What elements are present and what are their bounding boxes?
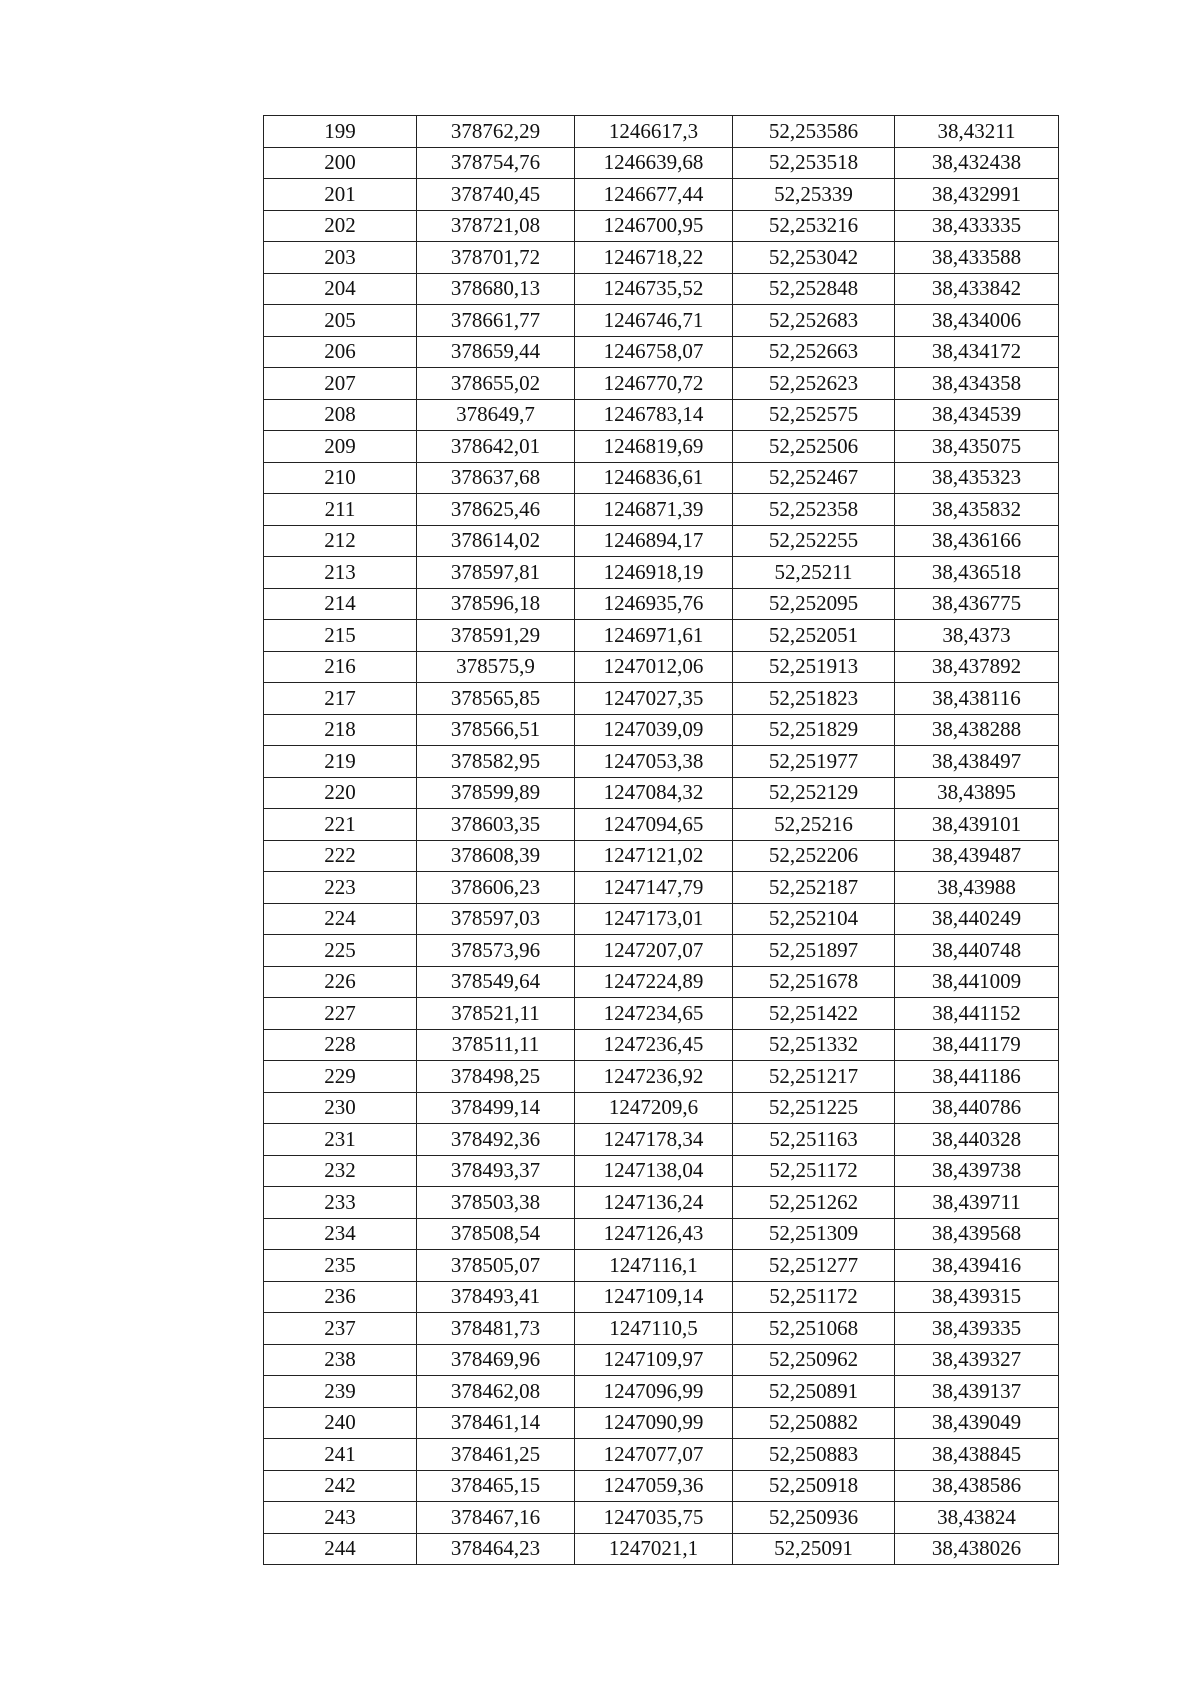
cell-latitude: 52,252575 [733, 399, 895, 431]
cell-latitude: 52,252623 [733, 368, 895, 400]
table-row [264, 1439, 1059, 1471]
cell-coord-y: 1247178,34 [575, 1124, 733, 1156]
cell-longitude: 38,43211 [895, 116, 1059, 148]
cell-longitude: 38,438116 [895, 683, 1059, 715]
cell-point-number: 244 [264, 1533, 417, 1565]
cell-point-number: 203 [264, 242, 417, 274]
cell-coord-y: 1246700,95 [575, 210, 733, 242]
cell-coord-x: 378754,76 [417, 147, 575, 179]
cell-coord-x: 378566,51 [417, 714, 575, 746]
table-row [264, 1281, 1059, 1313]
cell-coord-y: 1246735,52 [575, 273, 733, 305]
table-row [264, 966, 1059, 998]
cell-longitude: 38,440328 [895, 1124, 1059, 1156]
cell-longitude: 38,441152 [895, 998, 1059, 1030]
cell-coord-y: 1247053,38 [575, 746, 733, 778]
cell-longitude: 38,432438 [895, 147, 1059, 179]
cell-coord-x: 378606,23 [417, 872, 575, 904]
cell-point-number: 241 [264, 1439, 417, 1471]
cell-coord-y: 1246770,72 [575, 368, 733, 400]
cell-latitude: 52,252506 [733, 431, 895, 463]
cell-coord-y: 1247035,75 [575, 1502, 733, 1534]
cell-coord-y: 1247234,65 [575, 998, 733, 1030]
cell-point-number: 209 [264, 431, 417, 463]
cell-longitude: 38,436518 [895, 557, 1059, 589]
cell-coord-x: 378599,89 [417, 777, 575, 809]
cell-coord-y: 1246758,07 [575, 336, 733, 368]
cell-coord-x: 378575,9 [417, 651, 575, 683]
cell-latitude: 52,251172 [733, 1155, 895, 1187]
cell-coord-y: 1247084,32 [575, 777, 733, 809]
cell-longitude: 38,441009 [895, 966, 1059, 998]
cell-longitude: 38,439315 [895, 1281, 1059, 1313]
cell-longitude: 38,437892 [895, 651, 1059, 683]
cell-coord-y: 1246718,22 [575, 242, 733, 274]
cell-point-number: 221 [264, 809, 417, 841]
cell-latitude: 52,251277 [733, 1250, 895, 1282]
cell-point-number: 229 [264, 1061, 417, 1093]
cell-latitude: 52,253042 [733, 242, 895, 274]
cell-longitude: 38,43824 [895, 1502, 1059, 1534]
cell-point-number: 225 [264, 935, 417, 967]
cell-point-number: 217 [264, 683, 417, 715]
cell-latitude: 52,250882 [733, 1407, 895, 1439]
cell-latitude: 52,251829 [733, 714, 895, 746]
table-row [264, 336, 1059, 368]
cell-coord-y: 1246918,19 [575, 557, 733, 589]
cell-coord-y: 1246639,68 [575, 147, 733, 179]
cell-coord-x: 378597,03 [417, 903, 575, 935]
table-row [264, 431, 1059, 463]
cell-longitude: 38,438845 [895, 1439, 1059, 1471]
cell-coord-y: 1247236,92 [575, 1061, 733, 1093]
cell-longitude: 38,43895 [895, 777, 1059, 809]
cell-coord-y: 1247173,01 [575, 903, 733, 935]
cell-latitude: 52,252104 [733, 903, 895, 935]
cell-coord-x: 378625,46 [417, 494, 575, 526]
cell-point-number: 224 [264, 903, 417, 935]
cell-point-number: 206 [264, 336, 417, 368]
cell-longitude: 38,435323 [895, 462, 1059, 494]
cell-point-number: 243 [264, 1502, 417, 1534]
cell-longitude: 38,438497 [895, 746, 1059, 778]
table-row [264, 683, 1059, 715]
cell-point-number: 210 [264, 462, 417, 494]
cell-coord-y: 1247126,43 [575, 1218, 733, 1250]
cell-longitude: 38,439416 [895, 1250, 1059, 1282]
cell-coord-y: 1246746,71 [575, 305, 733, 337]
table-row [264, 210, 1059, 242]
cell-coord-x: 378637,68 [417, 462, 575, 494]
cell-point-number: 208 [264, 399, 417, 431]
table-row [264, 872, 1059, 904]
cell-coord-y: 1247021,1 [575, 1533, 733, 1565]
cell-coord-x: 378461,25 [417, 1439, 575, 1471]
cell-longitude: 38,440249 [895, 903, 1059, 935]
cell-coord-x: 378596,18 [417, 588, 575, 620]
cell-latitude: 52,251217 [733, 1061, 895, 1093]
cell-coord-x: 378511,11 [417, 1029, 575, 1061]
table-row [264, 1313, 1059, 1345]
cell-coord-y: 1247110,5 [575, 1313, 733, 1345]
cell-longitude: 38,436775 [895, 588, 1059, 620]
cell-coord-x: 378591,29 [417, 620, 575, 652]
cell-latitude: 52,25091 [733, 1533, 895, 1565]
cell-coord-x: 378499,14 [417, 1092, 575, 1124]
cell-point-number: 200 [264, 147, 417, 179]
cell-longitude: 38,439335 [895, 1313, 1059, 1345]
table-row [264, 1061, 1059, 1093]
cell-point-number: 220 [264, 777, 417, 809]
cell-point-number: 227 [264, 998, 417, 1030]
cell-point-number: 222 [264, 840, 417, 872]
cell-point-number: 214 [264, 588, 417, 620]
cell-latitude: 52,250936 [733, 1502, 895, 1534]
cell-point-number: 242 [264, 1470, 417, 1502]
cell-latitude: 52,252206 [733, 840, 895, 872]
cell-point-number: 212 [264, 525, 417, 557]
table-row [264, 1187, 1059, 1219]
cell-longitude: 38,434358 [895, 368, 1059, 400]
table-row [264, 305, 1059, 337]
table-row [264, 620, 1059, 652]
cell-coord-x: 378493,41 [417, 1281, 575, 1313]
cell-point-number: 231 [264, 1124, 417, 1156]
cell-coord-y: 1246783,14 [575, 399, 733, 431]
cell-coord-y: 1247090,99 [575, 1407, 733, 1439]
cell-point-number: 207 [264, 368, 417, 400]
cell-point-number: 228 [264, 1029, 417, 1061]
table-row [264, 840, 1059, 872]
cell-longitude: 38,435075 [895, 431, 1059, 463]
cell-longitude: 38,435832 [895, 494, 1059, 526]
cell-longitude: 38,436166 [895, 525, 1059, 557]
cell-coord-x: 378469,96 [417, 1344, 575, 1376]
cell-longitude: 38,4373 [895, 620, 1059, 652]
cell-coord-x: 378701,72 [417, 242, 575, 274]
cell-latitude: 52,252683 [733, 305, 895, 337]
table-row [264, 935, 1059, 967]
cell-coord-y: 1247027,35 [575, 683, 733, 715]
cell-latitude: 52,25339 [733, 179, 895, 211]
cell-longitude: 38,433842 [895, 273, 1059, 305]
cell-latitude: 52,252663 [733, 336, 895, 368]
cell-latitude: 52,251897 [733, 935, 895, 967]
cell-coord-y: 1247059,36 [575, 1470, 733, 1502]
table-row [264, 651, 1059, 683]
cell-point-number: 233 [264, 1187, 417, 1219]
cell-latitude: 52,250962 [733, 1344, 895, 1376]
cell-coord-x: 378462,08 [417, 1376, 575, 1408]
cell-latitude: 52,25216 [733, 809, 895, 841]
cell-longitude: 38,439137 [895, 1376, 1059, 1408]
cell-point-number: 216 [264, 651, 417, 683]
cell-point-number: 202 [264, 210, 417, 242]
cell-coord-y: 1246971,61 [575, 620, 733, 652]
cell-latitude: 52,251163 [733, 1124, 895, 1156]
cell-point-number: 237 [264, 1313, 417, 1345]
cell-longitude: 38,438026 [895, 1533, 1059, 1565]
cell-latitude: 52,251262 [733, 1187, 895, 1219]
cell-coord-y: 1247109,97 [575, 1344, 733, 1376]
cell-longitude: 38,439049 [895, 1407, 1059, 1439]
cell-point-number: 205 [264, 305, 417, 337]
cell-longitude: 38,439738 [895, 1155, 1059, 1187]
table-row [264, 1502, 1059, 1534]
cell-point-number: 232 [264, 1155, 417, 1187]
cell-longitude: 38,439101 [895, 809, 1059, 841]
table-row [264, 525, 1059, 557]
cell-latitude: 52,251332 [733, 1029, 895, 1061]
cell-coord-x: 378521,11 [417, 998, 575, 1030]
cell-point-number: 201 [264, 179, 417, 211]
cell-point-number: 218 [264, 714, 417, 746]
cell-latitude: 52,252187 [733, 872, 895, 904]
table-row [264, 179, 1059, 211]
table-row [264, 714, 1059, 746]
cell-latitude: 52,251068 [733, 1313, 895, 1345]
cell-coord-x: 378498,25 [417, 1061, 575, 1093]
table-row [264, 1124, 1059, 1156]
cell-coord-x: 378465,15 [417, 1470, 575, 1502]
cell-point-number: 223 [264, 872, 417, 904]
cell-coord-y: 1246894,17 [575, 525, 733, 557]
table-row [264, 242, 1059, 274]
cell-longitude: 38,438586 [895, 1470, 1059, 1502]
cell-longitude: 38,441186 [895, 1061, 1059, 1093]
cell-coord-y: 1247096,99 [575, 1376, 733, 1408]
cell-coord-x: 378461,14 [417, 1407, 575, 1439]
cell-coord-y: 1247138,04 [575, 1155, 733, 1187]
cell-longitude: 38,433588 [895, 242, 1059, 274]
table-row [264, 1344, 1059, 1376]
cell-latitude: 52,251422 [733, 998, 895, 1030]
cell-latitude: 52,250918 [733, 1470, 895, 1502]
cell-coord-x: 378680,13 [417, 273, 575, 305]
table-row [264, 809, 1059, 841]
cell-point-number: 235 [264, 1250, 417, 1282]
cell-coord-x: 378573,96 [417, 935, 575, 967]
cell-coord-x: 378549,64 [417, 966, 575, 998]
table-row [264, 903, 1059, 935]
cell-coord-x: 378597,81 [417, 557, 575, 589]
cell-latitude: 52,252467 [733, 462, 895, 494]
cell-longitude: 38,439568 [895, 1218, 1059, 1250]
cell-coord-y: 1247012,06 [575, 651, 733, 683]
cell-coord-x: 378762,29 [417, 116, 575, 148]
coordinates-table-body [264, 116, 1059, 1565]
cell-latitude: 52,253216 [733, 210, 895, 242]
cell-longitude: 38,441179 [895, 1029, 1059, 1061]
cell-longitude: 38,434006 [895, 305, 1059, 337]
table-row [264, 368, 1059, 400]
cell-latitude: 52,251309 [733, 1218, 895, 1250]
cell-coord-x: 378503,38 [417, 1187, 575, 1219]
cell-coord-x: 378492,36 [417, 1124, 575, 1156]
table-row [264, 147, 1059, 179]
cell-latitude: 52,253518 [733, 147, 895, 179]
cell-point-number: 213 [264, 557, 417, 589]
cell-coord-y: 1246617,3 [575, 116, 733, 148]
cell-latitude: 52,251678 [733, 966, 895, 998]
table-row [264, 494, 1059, 526]
cell-coord-y: 1247224,89 [575, 966, 733, 998]
cell-latitude: 52,250883 [733, 1439, 895, 1471]
table-row [264, 1155, 1059, 1187]
cell-longitude: 38,439487 [895, 840, 1059, 872]
cell-latitude: 52,251823 [733, 683, 895, 715]
cell-longitude: 38,434539 [895, 399, 1059, 431]
cell-coord-x: 378721,08 [417, 210, 575, 242]
table-row [264, 273, 1059, 305]
cell-coord-y: 1247136,24 [575, 1187, 733, 1219]
cell-coord-x: 378481,73 [417, 1313, 575, 1345]
cell-point-number: 234 [264, 1218, 417, 1250]
table-row [264, 777, 1059, 809]
table-row [264, 1250, 1059, 1282]
cell-coord-y: 1247207,07 [575, 935, 733, 967]
table-row [264, 1029, 1059, 1061]
table-row [264, 588, 1059, 620]
cell-coord-x: 378661,77 [417, 305, 575, 337]
cell-point-number: 226 [264, 966, 417, 998]
cell-longitude: 38,433335 [895, 210, 1059, 242]
cell-longitude: 38,434172 [895, 336, 1059, 368]
cell-coord-x: 378603,35 [417, 809, 575, 841]
cell-longitude: 38,439711 [895, 1187, 1059, 1219]
cell-coord-x: 378614,02 [417, 525, 575, 557]
cell-coord-y: 1246871,39 [575, 494, 733, 526]
cell-coord-x: 378740,45 [417, 179, 575, 211]
cell-coord-y: 1247039,09 [575, 714, 733, 746]
cell-point-number: 211 [264, 494, 417, 526]
cell-point-number: 230 [264, 1092, 417, 1124]
cell-latitude: 52,252255 [733, 525, 895, 557]
cell-coord-x: 378505,07 [417, 1250, 575, 1282]
cell-coord-x: 378565,85 [417, 683, 575, 715]
table-row [264, 1470, 1059, 1502]
cell-coord-y: 1246935,76 [575, 588, 733, 620]
cell-point-number: 219 [264, 746, 417, 778]
cell-coord-x: 378649,7 [417, 399, 575, 431]
cell-coord-y: 1246677,44 [575, 179, 733, 211]
cell-point-number: 199 [264, 116, 417, 148]
cell-latitude: 52,251977 [733, 746, 895, 778]
cell-coord-y: 1247109,14 [575, 1281, 733, 1313]
table-row [264, 746, 1059, 778]
cell-longitude: 38,440748 [895, 935, 1059, 967]
cell-longitude: 38,440786 [895, 1092, 1059, 1124]
cell-latitude: 52,251913 [733, 651, 895, 683]
cell-coord-x: 378508,54 [417, 1218, 575, 1250]
cell-coord-x: 378659,44 [417, 336, 575, 368]
table-row [264, 399, 1059, 431]
cell-latitude: 52,251172 [733, 1281, 895, 1313]
cell-coord-y: 1247094,65 [575, 809, 733, 841]
cell-coord-y: 1246836,61 [575, 462, 733, 494]
cell-coord-x: 378608,39 [417, 840, 575, 872]
cell-coord-x: 378467,16 [417, 1502, 575, 1534]
table-row [264, 1218, 1059, 1250]
cell-point-number: 215 [264, 620, 417, 652]
coordinates-table [263, 115, 1059, 1565]
cell-latitude: 52,252095 [733, 588, 895, 620]
cell-point-number: 204 [264, 273, 417, 305]
cell-longitude: 38,43988 [895, 872, 1059, 904]
cell-coord-y: 1247121,02 [575, 840, 733, 872]
table-row [264, 462, 1059, 494]
table-row [264, 998, 1059, 1030]
cell-coord-x: 378655,02 [417, 368, 575, 400]
table-row [264, 1376, 1059, 1408]
cell-coord-y: 1247236,45 [575, 1029, 733, 1061]
cell-longitude: 38,438288 [895, 714, 1059, 746]
cell-point-number: 240 [264, 1407, 417, 1439]
cell-coord-x: 378642,01 [417, 431, 575, 463]
cell-coord-x: 378582,95 [417, 746, 575, 778]
cell-latitude: 52,251225 [733, 1092, 895, 1124]
cell-latitude: 52,252358 [733, 494, 895, 526]
table-row [264, 1092, 1059, 1124]
cell-coord-y: 1246819,69 [575, 431, 733, 463]
cell-coord-y: 1247116,1 [575, 1250, 733, 1282]
cell-longitude: 38,432991 [895, 179, 1059, 211]
cell-point-number: 236 [264, 1281, 417, 1313]
cell-coord-y: 1247077,07 [575, 1439, 733, 1471]
cell-latitude: 52,252051 [733, 620, 895, 652]
cell-coord-x: 378464,23 [417, 1533, 575, 1565]
table-row [264, 1533, 1059, 1565]
cell-longitude: 38,439327 [895, 1344, 1059, 1376]
cell-point-number: 238 [264, 1344, 417, 1376]
cell-coord-y: 1247147,79 [575, 872, 733, 904]
cell-latitude: 52,252848 [733, 273, 895, 305]
cell-latitude: 52,253586 [733, 116, 895, 148]
cell-point-number: 239 [264, 1376, 417, 1408]
table-row [264, 1407, 1059, 1439]
table-row [264, 557, 1059, 589]
cell-coord-x: 378493,37 [417, 1155, 575, 1187]
cell-latitude: 52,25211 [733, 557, 895, 589]
table-row [264, 116, 1059, 148]
cell-latitude: 52,252129 [733, 777, 895, 809]
cell-latitude: 52,250891 [733, 1376, 895, 1408]
cell-coord-y: 1247209,6 [575, 1092, 733, 1124]
